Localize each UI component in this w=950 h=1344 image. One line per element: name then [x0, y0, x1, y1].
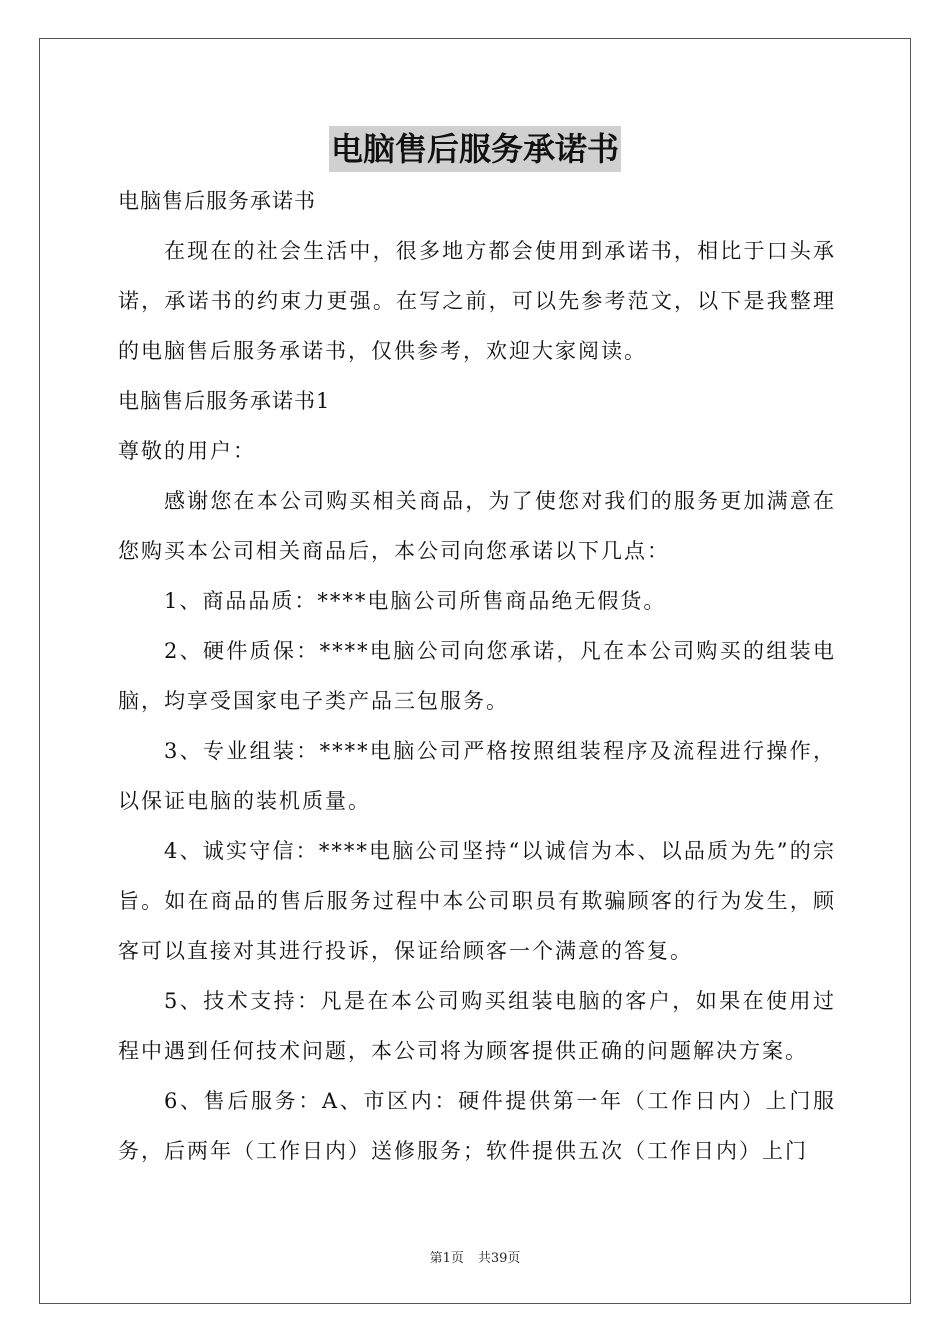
paragraph-item-4: 4、诚实守信：****电脑公司坚持“以诚信为本、以品质为先”的宗旨。如在商品的售后服务过程中本公司职员有欺骗顾客的行为发生，顾客可以直接对其进行投诉，保证给顾客一个满意的答复。 [118, 839, 836, 963]
title-wrap [0, 126, 950, 172]
paragraph-subtitle: 电脑售后服务承诺书 [118, 189, 316, 213]
document-body [118, 176, 836, 1176]
paragraph-item-1: 1、商品品质：****电脑公司所售商品绝无假货。 [164, 589, 667, 613]
paragraph-intro: 在现在的社会生活中，很多地方都会使用到承诺书，相比于口头承诺，承诺书的约束力更强。在写之前，可以先参考范文，以下是我整理的电脑售后服务承诺书，仅供参考，欢迎大家阅读。 [118, 239, 836, 363]
paragraph-item-6: 6、售后服务：A、市区内：硬件提供第一年（工作日内）上门服务，后两年（工作日内）送修服务；软件提供五次（工作日内）上门 [118, 1089, 836, 1163]
document-title: 电脑售后服务承诺书 [329, 126, 621, 172]
paragraph-item-2: 2、硬件质保：****电脑公司向您承诺，凡在本公司购买的组装电脑，均享受国家电子类产品三包服务。 [118, 639, 836, 713]
page-number: 第1页 [429, 1251, 464, 1266]
paragraph-item-5: 5、技术支持：凡是在本公司购买组装电脑的客户，如果在使用过程中遇到任何技术问题，本公司将为顾客提供正确的问题解决方案。 [118, 989, 836, 1063]
page-total: 共39页 [477, 1251, 521, 1266]
paragraph-item-3: 3、专业组装：****电脑公司严格按照组装程序及流程进行操作，以保证电脑的装机质量。 [118, 739, 836, 813]
paragraph-thanks: 感谢您在本公司购买相关商品，为了使您对我们的服务更加满意在您购买本公司相关商品后，本公司向您承诺以下几点： [118, 489, 836, 563]
paragraph-section-heading: 电脑售后服务承诺书1 [118, 389, 331, 413]
paragraph-salutation: 尊敬的用户： [118, 439, 256, 463]
page-footer [0, 1247, 950, 1266]
